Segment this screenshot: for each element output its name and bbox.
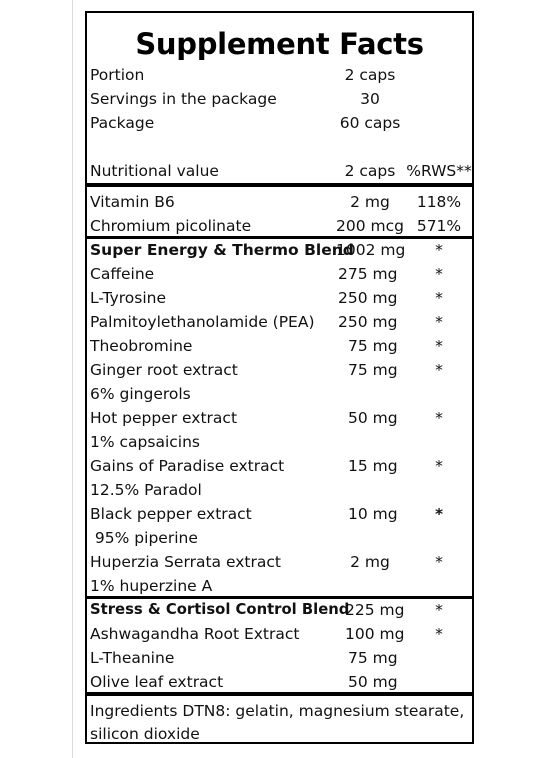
ingredient-name: Ginger root extract [90,361,238,379]
ingredient-standardization: 6% gingerols [90,385,191,403]
portion-row [90,63,473,87]
blend-amount: 1002 mg [336,241,406,259]
ingredient-row [90,358,473,382]
ingredient-sub-row [90,526,473,550]
nutritional-header-row [90,159,473,183]
ingredient-rws: * [435,313,443,331]
ingredient-rws: * [435,409,443,427]
ingredient-rws: * [435,265,443,283]
info-value: 2 caps [344,66,396,84]
info-value: 60 caps [339,114,401,132]
ingredient-rws: * [435,337,443,355]
blend-header-row [90,238,473,262]
blend-header-row [90,598,473,622]
ingredient-standardization: 95% piperine [90,529,198,547]
ingredient-name: Theobromine [90,337,193,355]
ingredient-row [90,502,473,526]
ingredient-amount: 75 mg [348,649,398,667]
thick-divider [87,692,472,696]
ingredient-standardization: 1% huperzine A [90,577,213,595]
page-edge-line [72,0,73,758]
blend-name: Stress & Cortisol Control Blend [90,601,350,618]
ingredient-rws: * [435,361,443,379]
ingredient-amount: 2 mg [350,553,390,571]
ingredient-rws: * [434,505,444,523]
header-rws: %RWS** [406,162,472,180]
ingredient-name: Ashwagandha Root Extract [90,625,300,643]
ingredients-text: silicon dioxide [90,725,200,743]
ingredient-row [90,262,473,286]
info-value: 30 [360,90,380,108]
ingredient-row [90,670,473,694]
nutrient-amount: 2 mg [350,193,390,211]
nutrient-rws: 571% [416,217,462,235]
ingredient-row [90,286,473,310]
info-label: Portion [90,66,145,84]
ingredient-amount: 75 mg [348,337,398,355]
vitamin-row [90,214,473,238]
ingredient-amount: 10 mg [348,505,398,523]
ingredient-name: Palmitoylethanolamide (PEA) [90,313,315,331]
nutrient-amount: 200 mcg [336,217,404,235]
ingredients-line [90,699,473,723]
blend-name: Super Energy & Thermo Blend [90,241,354,259]
blend-rws: * [435,241,443,259]
ingredient-amount: 250 mg [338,313,398,331]
blend-amount: 225 mg [345,601,405,619]
ingredient-name: Caffeine [90,265,155,283]
ingredient-name: Olive leaf extract [90,673,224,691]
ingredient-sub-row [90,382,473,406]
ingredient-row [90,622,473,646]
ingredient-row [90,334,473,358]
ingredient-name: L-Tyrosine [90,289,167,307]
ingredient-rws: * [435,553,443,571]
ingredient-name: L-Theanine [90,649,175,667]
panel-title: Supplement Facts [135,27,424,61]
ingredients-text: Ingredients DTN8: gelatin, magnesium stearate, [90,702,465,720]
blend-rws: * [435,601,443,619]
info-label: Servings in the package [90,90,277,108]
ingredient-rws: * [435,289,443,307]
ingredient-row [90,550,473,574]
nutrient-name: Vitamin B6 [90,193,175,211]
ingredient-amount: 275 mg [338,265,398,283]
ingredient-sub-row [90,430,473,454]
nutrient-name: Chromium picolinate [90,217,252,235]
ingredient-amount: 50 mg [348,409,398,427]
ingredient-amount: 15 mg [348,457,398,475]
nutrient-rws: 118% [416,193,462,211]
ingredient-amount: 250 mg [338,289,398,307]
ingredient-row [90,406,473,430]
supplement-facts-panel [85,11,474,744]
ingredient-row [90,310,473,334]
ingredient-rws: * [435,457,443,475]
ingredient-sub-row [90,574,473,598]
servings-row [90,87,473,111]
package-row [90,111,473,135]
ingredient-standardization: 1% capsaicins [90,433,200,451]
vitamin-row [90,190,473,214]
ingredient-name: Black pepper extract [90,505,252,523]
thick-divider [87,183,472,187]
ingredient-sub-row [90,478,473,502]
ingredient-rws: * [435,625,443,643]
ingredient-amount: 100 mg [345,625,405,643]
ingredient-name: Hot pepper extract [90,409,238,427]
ingredient-row [90,454,473,478]
ingredient-row [90,646,473,670]
ingredient-amount: 50 mg [348,673,398,691]
info-label: Package [90,114,155,132]
ingredient-name: Gains of Paradise extract [90,457,285,475]
ingredient-amount: 75 mg [348,361,398,379]
ingredient-name: Huperzia Serrata extract [90,553,281,571]
ingredients-line [90,722,473,746]
header-amount: 2 caps [344,162,396,180]
ingredient-standardization: 12.5% Paradol [90,481,202,499]
header-label: Nutritional value [90,162,219,180]
